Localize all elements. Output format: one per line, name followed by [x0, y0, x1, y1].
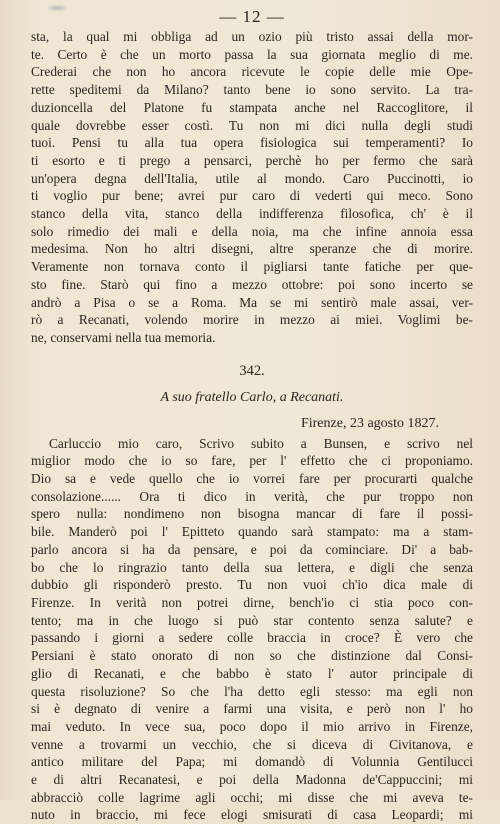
text-line: te. Certo è che un morto passa la sua giornata meglio di me.: [31, 46, 473, 62]
text-line: Veramente non tornava conto il pigliarsi tante fatiche per que-: [31, 259, 473, 275]
text-line: andrò a Pisa o se a Roma. Ma se mi sentirò male assai, ver-: [31, 294, 473, 310]
text-line: passando i giorni a sedere colle braccia in croce? È vero che: [31, 630, 473, 646]
text-line: nuto in braccio, mi fece elogi smisurati di casa Leopardi; mi: [31, 807, 473, 823]
text-line: dubbio gli risponderò presto. Tu non vuoi ch'io dica male di: [31, 577, 473, 593]
text-line: quale dovrebbe esser costì. Tu non mi dici nulla degli studi: [31, 117, 473, 133]
text-line: bile. Manderò poi l' Epitteto quando sarà stampato: ma a stam-: [31, 524, 473, 540]
text-line: spero nulla: nondimeno non bisogna mancar di fare il possi-: [31, 506, 473, 522]
text-line: venne a trovarmi un vecchio, che si diceva di Civitanova, e: [31, 736, 473, 752]
letter-dateline: Firenze, 23 agosto 1827.: [300, 415, 439, 431]
page-number: — 12 —: [219, 7, 285, 26]
text-line: duzioncella del Platone fu stampata anche nel Raccoglitore, il: [31, 99, 473, 115]
text-line: solo rimedio dei mali e della noia, ma che infine annoia essa: [31, 223, 473, 239]
text-line: consolazione...... Ora ti dico in verità, che pur troppo non: [31, 488, 473, 504]
text-line: ne, conservami nella tua memoria.: [31, 329, 216, 345]
text-line: rò a Recanati, volendo morire in mezzo ai miei. Voglimi be-: [31, 312, 473, 328]
text-line: sta, la qual mi obbliga ad un ozio più tristo assai della mor-: [31, 29, 473, 44]
text-line: si è degnato di venire a farmi una visita, e però non l' ho: [31, 701, 473, 717]
text-line: Dio sa e vede quello che io vorrei fare per procurarti qualche: [31, 471, 473, 487]
text-line: mai veduto. In vece sua, poco dopo il mio arrivo in Firenze,: [31, 718, 473, 734]
text-line: sto fine. Starò qui fino a mezzo ottobre: poi sono incerto se: [31, 276, 473, 292]
text-line: e di altri Recanatesi, e poi della Madonna de'Cappuccini; mi: [31, 772, 473, 788]
letter-heading: A suo fratello Carlo, a Recanati.: [160, 389, 344, 405]
text-line: miglior modo che io so fare, per l' effetto che ci proponiamo.: [31, 453, 473, 469]
text-line: tento; ma in che luogo si può star contento senza salute? e: [31, 612, 473, 628]
text-line: medesima. Non ho altri disegni, altre speranze che di morire.: [31, 241, 473, 257]
letter-body-continued: [31, 28, 473, 347]
text-line: glio di Recanati, e che babbo è stato l' autor principale di: [31, 665, 473, 681]
text-line: ti voglio pur bene; avrei pur caro di vederti qui meco. Sono: [31, 188, 473, 204]
text-line: Persiani è stato onorato di non so che distinzione dal Consi-: [31, 648, 473, 664]
text-line: rette speditemi da Milano? tanto bene io sono servito. La tra-: [31, 82, 473, 98]
text-line: Carluccio mio caro, Scrivo subito a Bunsen, e scrivo nel: [49, 435, 473, 451]
text-line: bo che lo ringrazio tanto della sua lettera, e digli che senza: [31, 559, 473, 575]
text-line: Crederai che non ho ancora ricevute le copie delle mie Ope-: [31, 64, 473, 80]
text-line: Firenze. In verità non potrei dirne, bench'io ci stia poco con-: [31, 594, 473, 610]
text-line: questa risoluzione? So che l'ha detto egli stesso: ma egli non: [31, 683, 473, 699]
text-line: un'opera degna dell'Italia, utile al mondo. Caro Puccinotti, io: [31, 170, 473, 186]
letter-body: [31, 435, 473, 824]
text-line: tuoi. Pensi tu alla tua opera fisiologica sui temperamenti? Io: [31, 135, 473, 151]
text-line: stanco della vita, stanco della indifferenza filosofica, ch' è il: [31, 206, 473, 222]
letter-number: 342.: [239, 362, 265, 379]
text-line: antico militare del Papa; mi domandò di Volunnia Gentilucci: [31, 754, 473, 770]
text-line: abbracciò colle lagrime agli occhi; mi disse che mi aveva te-: [31, 789, 473, 805]
text-line: parlo ancora si ha da pensare, e poi da cominciare. Di' a bab-: [31, 541, 473, 557]
text-line: ti esorto e ti prego a pensarci, perchè ho per fermo che sarà: [31, 152, 473, 168]
